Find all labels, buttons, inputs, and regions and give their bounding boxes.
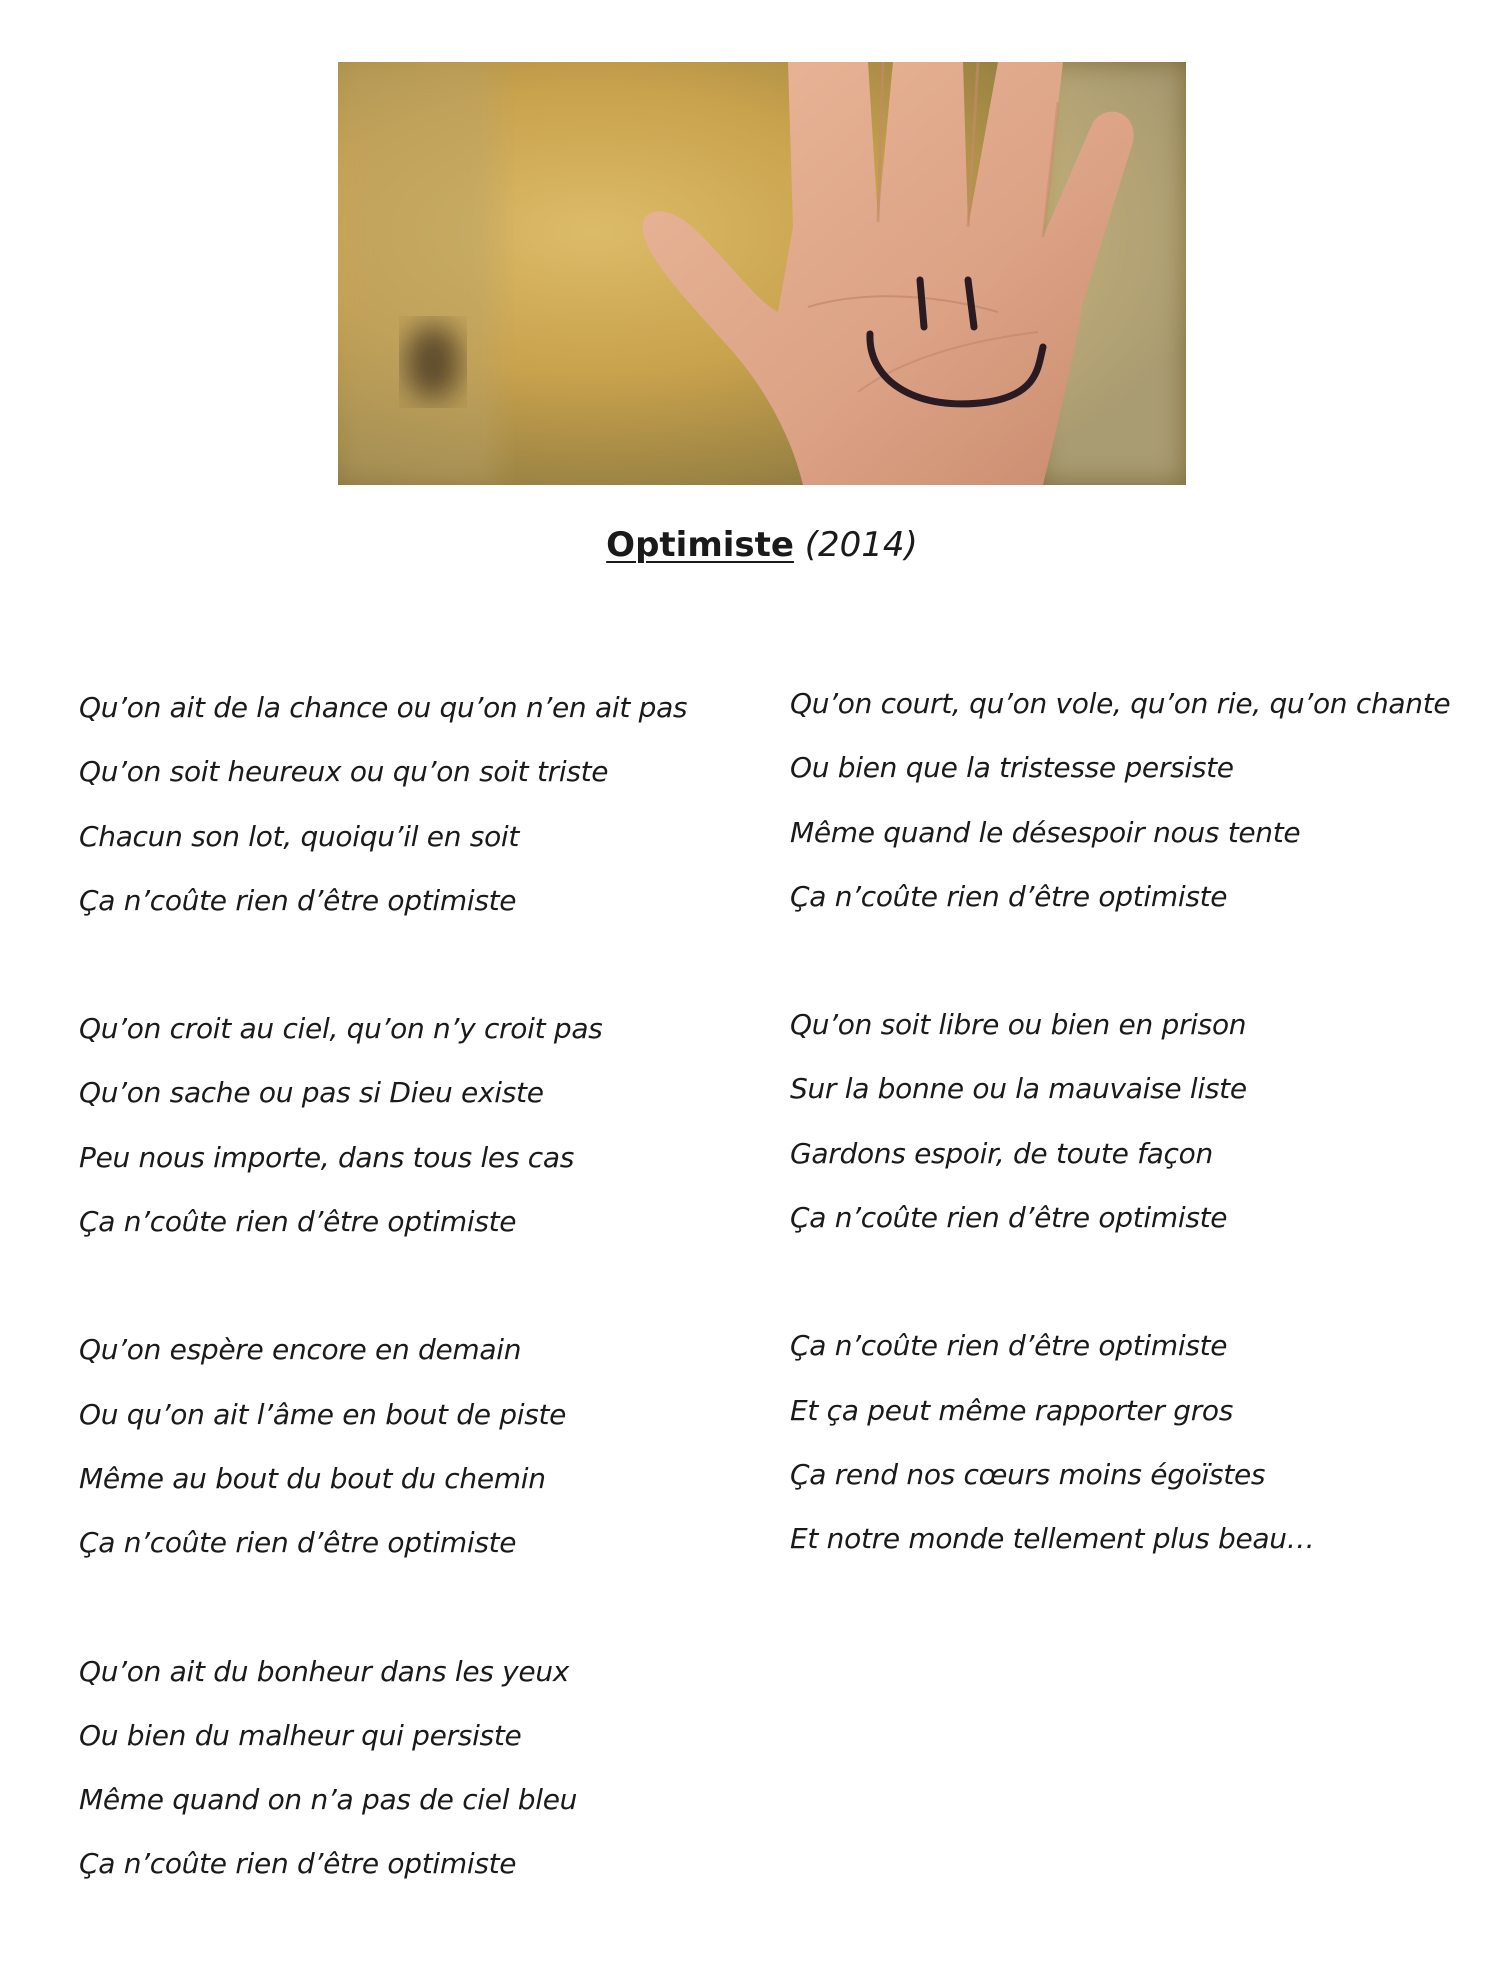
hand-illustration bbox=[338, 62, 1186, 485]
smiley-hand-photo bbox=[338, 62, 1186, 485]
verse-line: Qu’on soit libre ou bien en prison bbox=[790, 1008, 1247, 1042]
verse-line: Sur la bonne ou la mauvaise liste bbox=[790, 1072, 1247, 1106]
verse-line: Ou bien que la tristesse persiste bbox=[790, 751, 1234, 785]
verse-line: Qu’on croit au ciel, qu’on n’y croit pas bbox=[79, 1012, 603, 1046]
verse-line: Même au bout du bout du chemin bbox=[79, 1461, 546, 1495]
verse-line: Peu nous importe, dans tous les cas bbox=[79, 1140, 574, 1174]
verse-line: Ça rend nos cœurs moins égoïstes bbox=[790, 1457, 1266, 1491]
verse-line: Qu’on soit heureux ou qu’on soit triste bbox=[79, 755, 609, 789]
verse-line: Ça n’coûte rien d’être optimiste bbox=[79, 1205, 517, 1239]
stanza bbox=[790, 1314, 1490, 1571]
verse-line: Chacun son lot, quoiqu’il en soit bbox=[79, 819, 520, 853]
verse-line: Qu’on ait de la chance ou qu’on n’en ait pas bbox=[79, 691, 688, 724]
verse-line: Qu’on sache ou pas si Dieu existe bbox=[79, 1076, 544, 1110]
verse-line: Ou bien du malheur qui persiste bbox=[79, 1718, 522, 1752]
verse-line: Même quand on n’a pas de ciel bleu bbox=[79, 1783, 578, 1817]
right-column bbox=[790, 672, 1490, 1636]
verse-line: Gardons espoir, de toute façon bbox=[790, 1136, 1213, 1170]
verse-line: Ça n’coûte rien d’être optimiste bbox=[79, 1526, 517, 1560]
verse-line: Qu’on ait du bonheur dans les yeux bbox=[79, 1654, 570, 1688]
verse-line: Et notre monde tellement plus beau… bbox=[790, 1522, 1315, 1556]
stanza bbox=[790, 672, 1490, 929]
stanza bbox=[79, 1318, 779, 1575]
stanza bbox=[790, 993, 1490, 1250]
title-year: (2014) bbox=[804, 525, 918, 565]
verse-line: Qu’on espère encore en demain bbox=[79, 1333, 522, 1367]
verse-line: Et ça peut même rapporter gros bbox=[790, 1393, 1234, 1427]
verse-line: Même quand le désespoir nous tente bbox=[790, 815, 1301, 849]
verse-line: Ça n’coûte rien d’être optimiste bbox=[790, 879, 1228, 913]
stanza bbox=[79, 997, 779, 1254]
left-column bbox=[79, 676, 779, 1961]
stanza bbox=[79, 676, 779, 933]
verse-line: Qu’on court, qu’on vole, qu’on rie, qu’on chante bbox=[790, 687, 1451, 720]
title-text: Optimiste bbox=[606, 525, 794, 565]
poem-title bbox=[0, 523, 1500, 567]
verse-line: Ça n’coûte rien d’être optimiste bbox=[79, 1847, 517, 1881]
verse-line: Ça n’coûte rien d’être optimiste bbox=[790, 1329, 1228, 1363]
stanza bbox=[79, 1640, 779, 1897]
verse-line: Ça n’coûte rien d’être optimiste bbox=[790, 1201, 1228, 1235]
verse-line: Ça n’coûte rien d’être optimiste bbox=[79, 883, 517, 917]
verse-line: Ou qu’on ait l’âme en bout de piste bbox=[79, 1397, 567, 1431]
